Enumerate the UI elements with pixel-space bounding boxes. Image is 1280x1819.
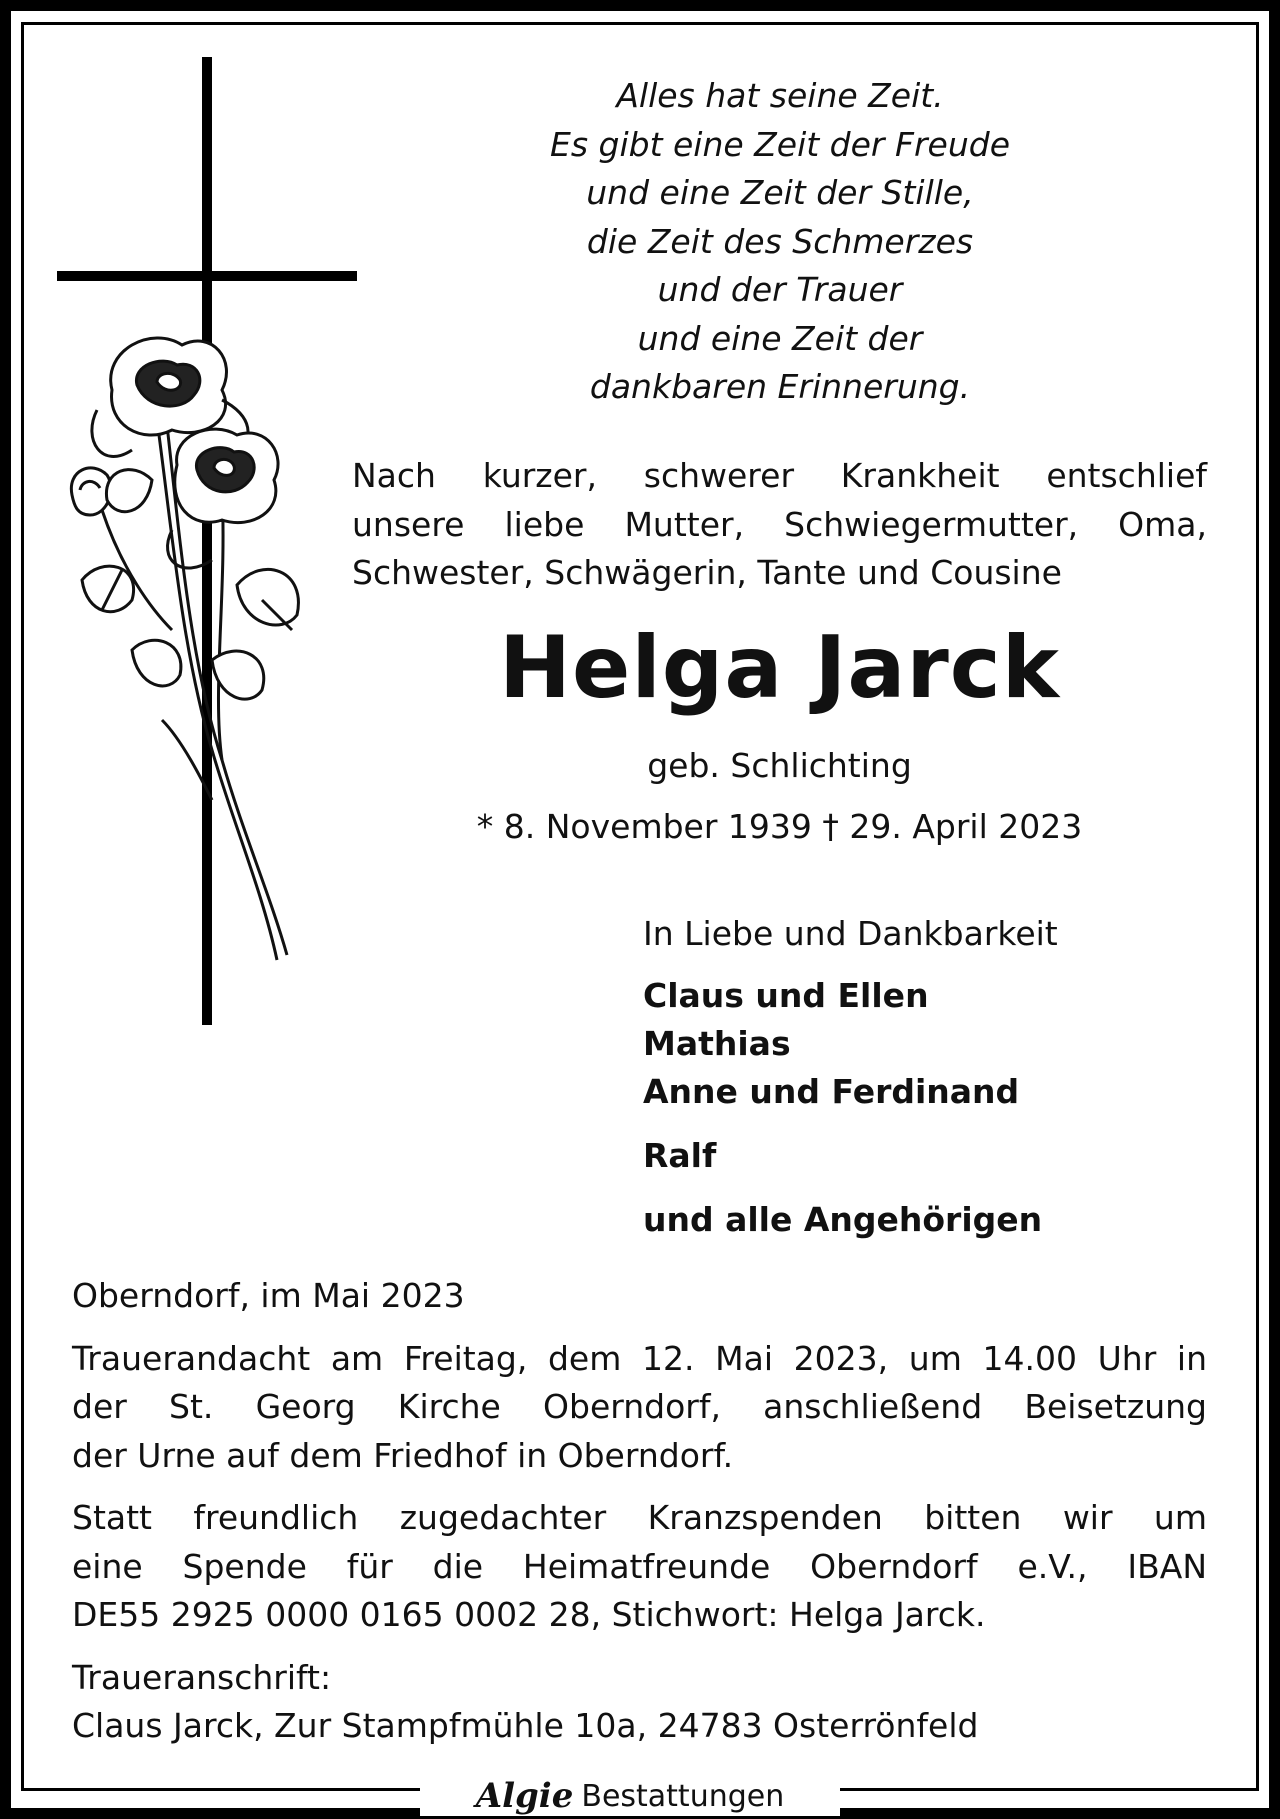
funeral-home-footer (420, 1776, 840, 1816)
mourner-name: Anne und Ferdinand (643, 1072, 1020, 1111)
mourner-name: Mathias (643, 1024, 791, 1063)
cross-horizontal-beam (57, 271, 357, 281)
mourners-intro: In Liebe und Dankbarkeit (643, 914, 1058, 953)
donation-line: DE55 2925 0000 0165 0002 28, Stichwort: Helga Jarck. (72, 1595, 986, 1634)
poem-line: dankbaren Erinnerung. (589, 367, 971, 406)
intro-line: Nach kurzer, schwerer Krankheit entschlief (352, 456, 1207, 495)
poem-line: und der Trauer (657, 270, 903, 309)
funeral-home-logo: Algie (475, 1776, 574, 1816)
funeral-home-suffix: Bestattungen (581, 1778, 785, 1814)
service-line: Trauerandacht am Freitag, dem 12. Mai 2023, um 14.00 Uhr in (72, 1338, 1207, 1378)
mourners-block (643, 910, 1203, 1244)
mourning-address (72, 1654, 1207, 1751)
poem-line: Alles hat seine Zeit. (616, 76, 944, 115)
address-label: Traueranschrift: (72, 1657, 332, 1697)
donation-line: Statt freundlich zugedachter Kranzspenden bitten wir um (72, 1498, 1207, 1537)
address-value: Claus Jarck, Zur Stampfmühle 10a, 24783 Osterrönfeld (72, 1706, 979, 1745)
intro-line: Schwester, Schwägerin, Tante und Cousine (352, 553, 1062, 592)
service-line: der St. Georg Kirche Oberndorf, anschließend Beisetzung (72, 1387, 1207, 1426)
life-dates: * 8. November 1939 † 29. April 2023 (476, 807, 1083, 846)
poem-line: und eine Zeit der Stille, (586, 173, 974, 212)
deceased-name: Helga Jarck (499, 618, 1060, 718)
donation-info (72, 1494, 1207, 1640)
poem-line: Es gibt eine Zeit der Freude (549, 124, 1011, 164)
announcement-intro (352, 452, 1207, 598)
service-line: der Urne auf dem Friedhof in Oberndorf. (72, 1435, 734, 1475)
poem-line: und eine Zeit der (637, 318, 923, 358)
service-info (72, 1335, 1207, 1481)
roses-illustration (62, 330, 342, 970)
mourner-name: Claus und Ellen (643, 976, 929, 1015)
service-details (72, 1272, 1207, 1765)
birth-name: geb. Schlichting (647, 746, 912, 785)
donation-line: eine Spende für die Heimatfreunde Oberndorf e.V., IBAN (72, 1546, 1207, 1586)
poem-line: die Zeit des Schmerzes (586, 221, 974, 261)
intro-line: unsere liebe Mutter, Schwiegermutter, Oma, (352, 504, 1207, 544)
mourner-name: Ralf (643, 1136, 717, 1175)
place-date: Oberndorf, im Mai 2023 (72, 1276, 465, 1315)
poem (480, 72, 1080, 412)
mourners-closing: und alle Angehörigen (643, 1200, 1043, 1239)
